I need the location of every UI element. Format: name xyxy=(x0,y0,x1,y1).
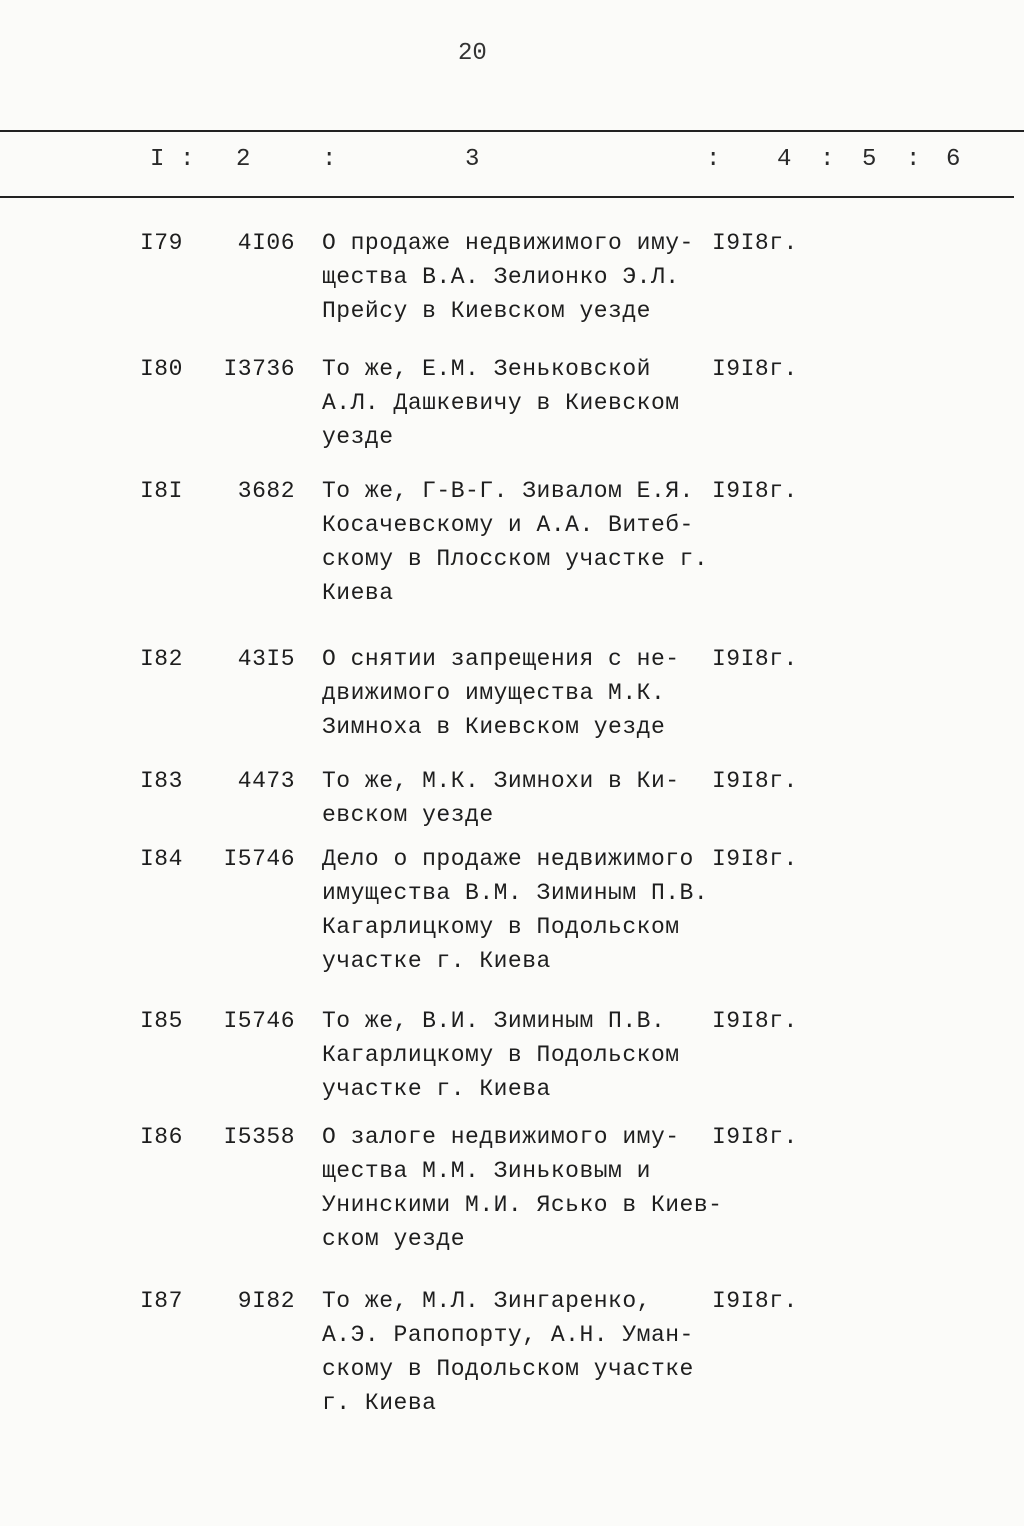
record-title xyxy=(322,842,722,978)
column-separator: : xyxy=(180,146,195,173)
record-title-line: А.Э. Рапопорту, А.Н. Уман- xyxy=(322,1322,694,1348)
record-year: I9I8г. xyxy=(712,230,798,256)
column-separator: : xyxy=(906,146,921,173)
record-code: 43I5 xyxy=(237,646,295,672)
record-title-line: Кагарлицкому в Подольском xyxy=(322,1042,680,1068)
record-code: I5358 xyxy=(223,1124,295,1150)
record-year: I9I8г. xyxy=(712,1288,798,1314)
column-header-3: 3 xyxy=(465,146,480,173)
record-title-line: О снятии запрещения с не- xyxy=(322,646,680,672)
record-title-line: То же, Е.М. Зеньковской xyxy=(322,356,651,382)
record-title xyxy=(322,764,722,832)
column-header-1: I xyxy=(150,146,165,173)
header-bottom-rule xyxy=(0,196,1014,198)
record-number: I79 xyxy=(140,230,183,256)
record-title xyxy=(322,642,722,744)
record-year: I9I8г. xyxy=(712,1124,798,1150)
record-code: I3736 xyxy=(223,356,295,382)
record-title-line: То же, М.Л. Зингаренко, xyxy=(322,1288,651,1314)
record-number: I83 xyxy=(140,768,183,794)
record-title-line: щества В.А. Зелионко Э.Л. xyxy=(322,264,680,290)
record-title-line: То же, М.К. Зимнохи в Ки- xyxy=(322,768,680,794)
record-year: I9I8г. xyxy=(712,646,798,672)
record-code: 4I06 xyxy=(237,230,295,256)
column-separator: : xyxy=(820,146,835,173)
record-number: I8I xyxy=(140,478,183,504)
record-year: I9I8г. xyxy=(712,846,798,872)
record-title-line: Прейсу в Киевском уезде xyxy=(322,298,651,324)
record-title-line: Косачевскому и А.А. Витеб- xyxy=(322,512,694,538)
record-number: I84 xyxy=(140,846,183,872)
record-title-line: А.Л. Дашкевичу в Киевском xyxy=(322,390,680,416)
column-separator: : xyxy=(706,146,721,173)
record-title-line: уезде xyxy=(322,424,394,450)
record-title-line: То же, В.И. Зиминым П.В. xyxy=(322,1008,666,1034)
record-title-line: участке г. Киева xyxy=(322,1076,551,1102)
column-separator: : xyxy=(322,146,337,173)
record-title-line: участке г. Киева xyxy=(322,948,551,974)
record-title xyxy=(322,352,722,454)
record-code: I5746 xyxy=(223,1008,295,1034)
record-title xyxy=(322,474,722,610)
column-header-2: 2 xyxy=(236,146,251,173)
record-title-line: Зимноха в Киевском уезде xyxy=(322,714,666,740)
record-title-line: Киева xyxy=(322,580,394,606)
record-title xyxy=(322,1120,722,1256)
record-title xyxy=(322,226,722,328)
record-code: 3682 xyxy=(237,478,295,504)
record-title-line: г. Киева xyxy=(322,1390,437,1416)
record-year: I9I8г. xyxy=(712,478,798,504)
record-number: I82 xyxy=(140,646,183,672)
record-code: I5746 xyxy=(223,846,295,872)
record-year: I9I8г. xyxy=(712,1008,798,1034)
record-title xyxy=(322,1004,722,1106)
record-year: I9I8г. xyxy=(712,356,798,382)
record-code: 9I82 xyxy=(237,1288,295,1314)
record-title-line: О залоге недвижимого иму- xyxy=(322,1124,680,1150)
record-title-line: Кагарлицкому в Подольском xyxy=(322,914,680,940)
column-header-6: 6 xyxy=(946,146,961,173)
record-title-line: евском уезде xyxy=(322,802,494,828)
column-header-4: 4 xyxy=(777,146,792,173)
record-title-line: ском уезде xyxy=(322,1226,466,1252)
record-title-line: Унинскими М.И. Ясько в Киев- xyxy=(322,1192,723,1218)
record-year: I9I8г. xyxy=(712,768,798,794)
header-top-rule xyxy=(0,130,1024,132)
record-number: I85 xyxy=(140,1008,183,1034)
record-number: I86 xyxy=(140,1124,183,1150)
record-title-line: скому в Плосском участке г. xyxy=(322,546,709,572)
record-number: I87 xyxy=(140,1288,183,1314)
record-title-line: имущества В.М. Зиминым П.В. xyxy=(322,880,709,906)
record-title-line: скому в Подольском участке xyxy=(322,1356,694,1382)
record-title xyxy=(322,1284,722,1420)
record-title-line: То же, Г-В-Г. Зивалом Е.Я. xyxy=(322,478,694,504)
record-title-line: Дело о продаже недвижимого xyxy=(322,846,694,872)
record-title-line: О продаже недвижимого иму- xyxy=(322,230,694,256)
page-number: 20 xyxy=(458,40,487,67)
record-code: 4473 xyxy=(237,768,295,794)
record-title-line: щества М.М. Зиньковым и xyxy=(322,1158,651,1184)
record-title-line: движимого имущества М.К. xyxy=(322,680,666,706)
column-header-5: 5 xyxy=(862,146,877,173)
record-number: I80 xyxy=(140,356,183,382)
